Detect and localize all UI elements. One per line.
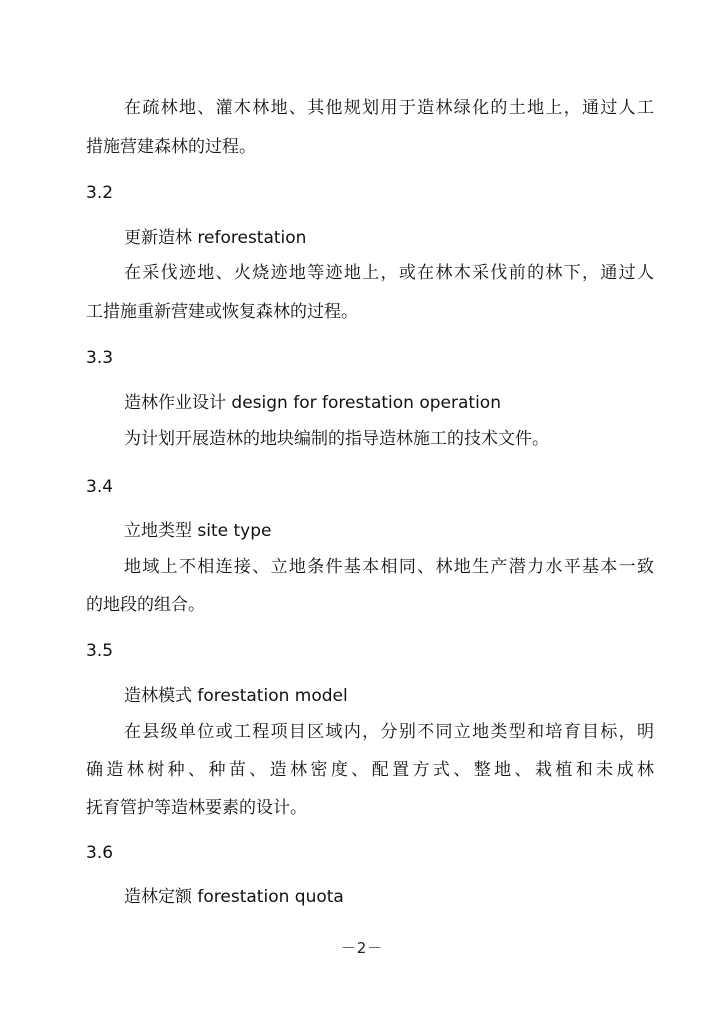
clause-number: 3.2	[86, 183, 114, 203]
term-heading: 更新造林 reforestation	[124, 228, 307, 248]
term-heading: 立地类型 site type	[124, 521, 272, 541]
clause-number: 3.3	[86, 348, 114, 368]
clause-number: 3.5	[86, 641, 114, 661]
definition-line: 为计划开展造林的地块编制的指导造林施工的技术文件。	[124, 429, 549, 449]
definition-line: 措施营建森林的过程。	[86, 137, 256, 157]
definition-line: 在县级单位或工程项目区域内，分别不同立地类型和培育目标，明	[124, 722, 654, 742]
definition-line: 工措施重新营建或恢复森林的过程。	[86, 302, 358, 322]
definition-line: 抚育管护等造林要素的设计。	[86, 798, 307, 818]
term-heading: 造林作业设计 design for forestation operation	[124, 393, 501, 413]
term-heading: 造林定额 forestation quota	[124, 887, 344, 907]
definition-line: 确造林树种、种苗、造林密度、配置方式、整地、栽植和未成林	[86, 760, 654, 780]
definition-line: 地域上不相连接、立地条件基本相同、林地生产潜力水平基本一致	[124, 557, 654, 577]
page-number: －2－	[340, 939, 384, 957]
definition-line: 在疏林地、灌木林地、其他规划用于造林绿化的土地上，通过人工	[124, 98, 654, 118]
clause-number: 3.6	[86, 843, 114, 863]
term-heading: 造林模式 forestation model	[124, 686, 348, 706]
definition-line: 的地段的组合。	[86, 595, 205, 615]
definition-line: 在采伐迹地、火烧迹地等迹地上，或在林木采伐前的林下，通过人	[124, 263, 654, 283]
clause-number: 3.4	[86, 477, 114, 497]
